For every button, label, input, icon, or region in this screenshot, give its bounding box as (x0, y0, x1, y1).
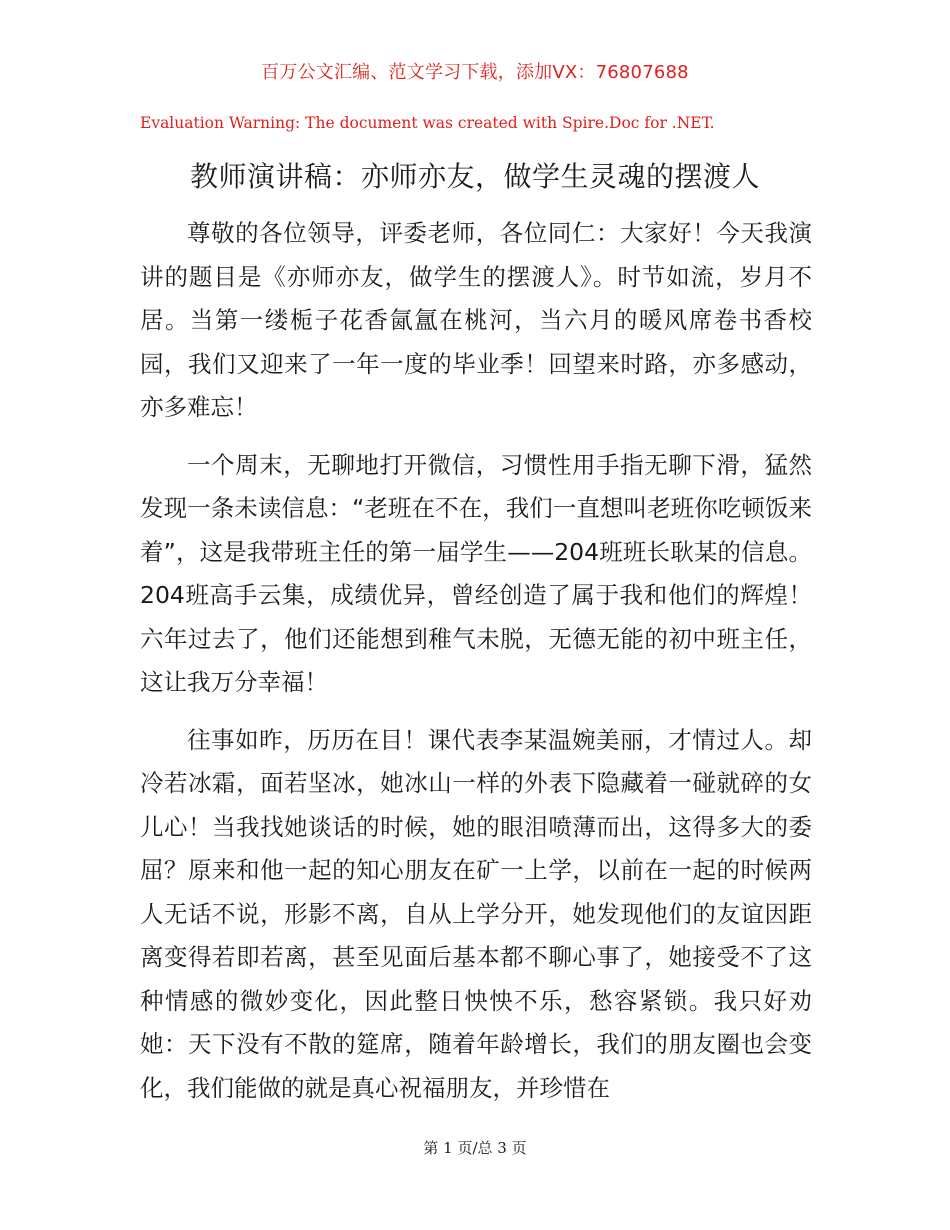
evaluation-warning: Evaluation Warning: The document was created with Spire.Doc for .NET. (140, 114, 715, 132)
document-body (140, 212, 812, 1124)
page-number-footer: 第 1 页/总 3 页 (423, 1139, 527, 1157)
document-title: 教师演讲稿：亦师亦友，做学生灵魂的摆渡人 (189, 160, 760, 193)
paragraph: 往事如昨，历历在目！课代表李某温婉美丽，才情过人。却冷若冰霜，面若坚冰，她冰山一样的外表下隐藏着一碰就碎的女儿心！当我找她谈话的时候，她的眼泪喷薄而出，这得多大的委屈？原来和他一起的知心朋友在矿一上学，以前在一起的时候两人无话不说，形影不离，自从上学分开，她发现他们的友谊因距离变得若即若离，甚至见面后基本都不聊心事了，她接受不了这种情感的微妙变化，因此整日怏怏不乐，愁容紧锁。我只好劝她：天下没有不散的筵席，随着年龄增长，我们的朋友圈也会变化，我们能做的就是真心祝福朋友，并珍惜在 (140, 725, 812, 1102)
promo-banner: 百万公文汇编、范文学习下载，添加VX：76807688 (261, 62, 689, 83)
paragraph: 尊敬的各位领导，评委老师，各位同仁：大家好！今天我演讲的题目是《亦师亦友，做学生的摆渡人》。时节如流，岁月不居。当第一缕栀子花香氤氲在桃河，当六月的暖风席卷书香校园，我们又迎来了一年一度的毕业季！回望来时路，亦多感动，亦多难忘！ (140, 219, 812, 421)
paragraph: 一个周末，无聊地打开微信，习惯性用手指无聊下滑，猛然发现一条未读信息：“老班在不在，我们一直想叫老班你吃顿饭来着”，这是我带班主任的第一届学生——204班班长耿某的信息。204班高手云集，成绩优异，曾经创造了属于我和他们的辉煌！六年过去了，他们还能想到稚气未脱，无德无能的初中班主任，这让我万分幸福！ (140, 450, 812, 696)
